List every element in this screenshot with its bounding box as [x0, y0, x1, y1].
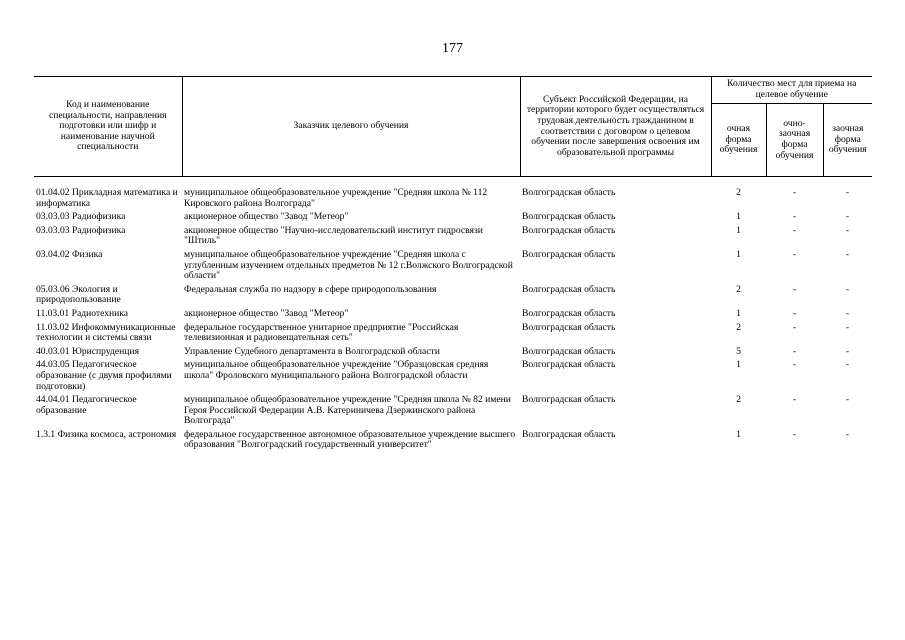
row-full-time-cell: 2: [736, 321, 741, 333]
row-part-time-cell: -: [792, 211, 797, 223]
row-extramural-cell: -: [845, 224, 850, 236]
row-extramural-cell: -: [845, 359, 850, 371]
row-extramural-cell: -: [845, 248, 850, 260]
row-part-time-cell: -: [792, 224, 797, 236]
header-customer: Заказчик целевого обучения: [182, 77, 520, 177]
row-part-time-cell: -: [792, 248, 797, 260]
row-extramural-cell: -: [845, 283, 850, 295]
header-code: Код и наименование специальности, направления подготовки или шифр и наименование научной специальности: [34, 77, 182, 177]
row-extramural-cell: -: [845, 307, 850, 319]
table-row: [34, 430, 872, 454]
row-part-time-cell: -: [792, 307, 797, 319]
row-full-time-cell: 1: [736, 359, 741, 371]
row-customer-cell: акционерное общество "Научно-исследовательский институт гидросвязи "Штиль": [184, 224, 483, 247]
row-full-time-cell: 1: [736, 307, 741, 319]
row-code-cell: 03.03.03 Радиофизика: [36, 224, 126, 236]
table-body: [34, 177, 872, 455]
row-region-cell: Волгоградская область: [522, 307, 616, 319]
row-region-cell: Волгоградская область: [522, 283, 616, 295]
table-row: [34, 347, 872, 361]
row-part-time-cell: -: [792, 359, 797, 371]
row-part-time-cell: -: [792, 283, 797, 295]
row-code-cell: 11.03.01 Радиотехника: [36, 307, 129, 319]
table-row: [34, 250, 872, 285]
row-code-cell: 1.3.1 Физика космоса, астрономия: [36, 428, 177, 440]
row-full-time-cell: 2: [736, 394, 741, 406]
header-places-group: Количество мест для приема на целевое обучение: [711, 77, 872, 104]
row-customer-cell: федеральное государственное унитарное предприятие "Российская телевизионная и радиовещательная сеть": [184, 321, 459, 344]
header-extramural: заочная форма обучения: [823, 104, 872, 177]
table-row: [34, 395, 872, 430]
row-region-cell: Волгоградская область: [522, 345, 616, 357]
row-region-cell: Волгоградская область: [522, 248, 616, 260]
table-row: [34, 309, 872, 323]
row-region-cell: Волгоградская область: [522, 321, 616, 333]
row-part-time-cell: -: [792, 187, 797, 198]
row-part-time-cell: -: [792, 394, 797, 406]
row-extramural-cell: -: [845, 187, 850, 198]
row-customer-cell: акционерное общество "Завод "Метеор": [184, 211, 349, 223]
target-training-table: [34, 76, 872, 454]
row-full-time-cell: 1: [736, 428, 741, 440]
row-region-cell: Волгоградская область: [522, 211, 616, 223]
row-customer-cell: муниципальное общеобразовательное учреждение "Средняя школа с углубленным изучением отдельных предметов № 12 г.Волжского Волгоградской области": [184, 248, 513, 282]
row-customer-cell: муниципальное общеобразовательное учреждение "Средняя школа № 112 Кировского района Волгограда": [184, 187, 488, 209]
row-part-time-cell: -: [792, 321, 797, 333]
row-full-time-cell: 1: [736, 248, 741, 260]
row-full-time-cell: 2: [736, 283, 741, 295]
row-code-cell: 03.03.03 Радиофизика: [36, 211, 126, 223]
row-customer-cell: муниципальное общеобразовательное учреждение "Образцовская средняя школа" Фроловского муниципального района Волгоградской области: [184, 359, 489, 381]
row-extramural-cell: -: [845, 321, 850, 333]
page-number: 177: [442, 41, 463, 56]
row-code-cell: 03.04.02 Физика: [36, 248, 103, 260]
row-region-cell: Волгоградская область: [522, 224, 616, 236]
row-full-time-cell: 2: [736, 187, 741, 198]
header-part-time: очно-заочная форма обучения: [766, 104, 823, 177]
row-extramural-cell: -: [845, 211, 850, 223]
row-code-cell: 44.04.01 Педагогическое образование: [36, 394, 137, 416]
table-row: [34, 360, 872, 395]
row-code-cell: 40.03.01 Юриспруденция: [36, 345, 139, 357]
row-part-time-cell: -: [792, 345, 797, 357]
table-row: [34, 188, 872, 212]
row-region-cell: Волгоградская область: [522, 187, 616, 198]
table-row: [34, 212, 872, 226]
table-row: [34, 285, 872, 309]
row-code-cell: 05.03.06 Экология и природопользование: [36, 283, 121, 306]
row-region-cell: Волгоградская область: [522, 428, 616, 440]
row-full-time-cell: 1: [736, 224, 741, 236]
table-row: [34, 226, 872, 250]
row-code-cell: 01.04.02 Прикладная математика и информатика: [36, 187, 178, 209]
row-customer-cell: Управление Судебного департамента в Волгоградской области: [184, 345, 440, 357]
row-customer-cell: муниципальное общеобразовательное учреждение "Средняя школа № 82 имени Героя Российской Федерации А.В. Катериничева Дзержинского района Волгограда": [184, 394, 511, 427]
row-customer-cell: федеральное государственное автономное образовательное учреждение высшего образования "Волгоградский государственный университет": [184, 428, 516, 451]
row-code-cell: 11.03.02 Инфокоммуникационные технологии и системы связи: [36, 321, 176, 344]
row-full-time-cell: 1: [736, 211, 741, 223]
row-extramural-cell: -: [845, 394, 850, 406]
row-customer-cell: акционерное общество "Завод "Метеор": [184, 307, 349, 319]
header-region: Субъект Российской Федерации, на территории которого будет осуществляться трудовая деятельность гражданином в соответствии с договором о целевом обучении после завершения освоения им образовательной программы: [520, 77, 711, 177]
table-row: [34, 323, 872, 347]
row-customer-cell: Федеральная служба по надзору в сфере природопользования: [184, 283, 437, 295]
row-extramural-cell: -: [845, 428, 850, 440]
row-extramural-cell: -: [845, 345, 850, 357]
header-full-time: очная форма обучения: [711, 104, 766, 177]
row-part-time-cell: -: [792, 428, 797, 440]
row-region-cell: Волгоградская область: [522, 359, 616, 371]
row-code-cell: 44.03.05 Педагогическое образование (с двумя профилями подготовки): [36, 359, 172, 392]
row-region-cell: Волгоградская область: [522, 394, 616, 406]
row-full-time-cell: 5: [736, 345, 741, 357]
